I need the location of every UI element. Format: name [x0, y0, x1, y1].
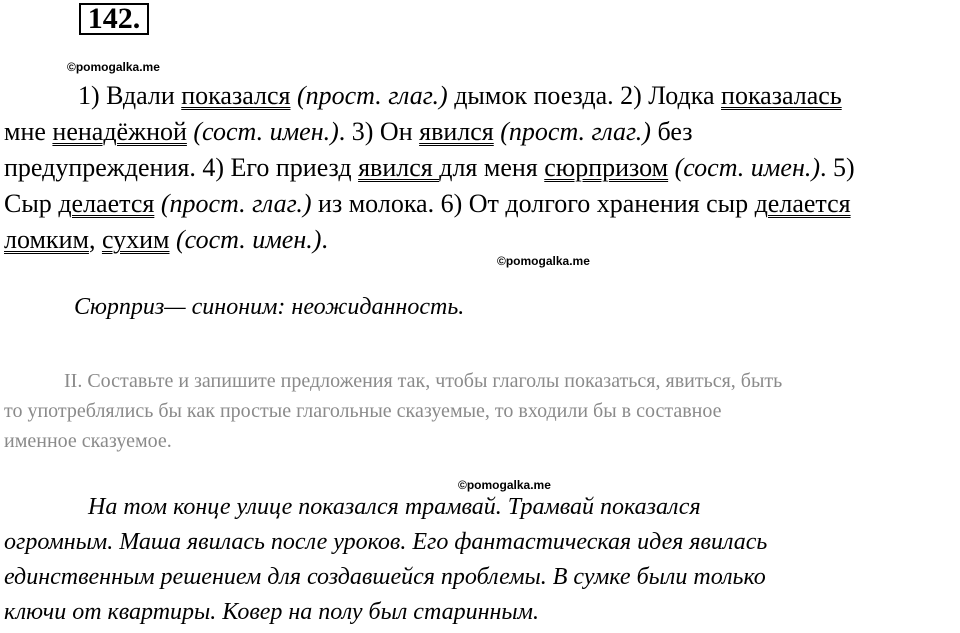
task-2-instructions: [4, 366, 960, 456]
text: . 3) Он: [338, 117, 420, 146]
predicate-underlined: сухим: [101, 225, 170, 254]
task-2-answer: [4, 490, 960, 630]
predicate-underlined: показался: [181, 81, 291, 110]
paragraph-line: [4, 150, 956, 186]
text: без: [650, 117, 693, 146]
text: мне: [4, 117, 53, 146]
text: ,: [88, 225, 102, 254]
watermark: ©pomogalka.me: [458, 478, 551, 492]
text: дымок поезда. 2) Лодка: [447, 81, 722, 110]
predicate-note: (сост. имен.): [193, 117, 339, 146]
text: .: [321, 225, 328, 254]
paragraph-line: [4, 114, 956, 150]
predicate-note: (сост. имен.): [674, 153, 820, 182]
text: . 5): [820, 153, 855, 182]
exercise-number: 142.: [79, 3, 149, 35]
text: 1) Вдали: [78, 81, 182, 110]
predicate-underlined: сюрпризом: [544, 153, 669, 182]
predicate-note: (прост. глаг.): [500, 117, 651, 146]
paragraph-line: [4, 186, 956, 222]
task-line: то употреблялись бы как простые глагольные сказуемые, то входили бы в составное: [4, 400, 722, 422]
answer-line: На том конце улице показался трамвай. Трамвай показался: [88, 494, 701, 520]
text: для меня: [439, 153, 545, 182]
answer-line: огромным. Маша явилась после уроков. Его фантастическая идея явилась: [4, 529, 768, 555]
answer-line: единственным решением для создавшейся проблемы. В сумке были только: [4, 564, 766, 590]
task-line: именное сказуемое.: [4, 430, 172, 452]
text: предупреждения. 4) Его приезд: [4, 153, 359, 182]
watermark: ©pomogalka.me: [67, 60, 160, 74]
predicate-underlined: ненадёжной: [52, 117, 187, 146]
predicate-underlined: явился: [358, 153, 440, 182]
synonym-note: Сюрприз— синоним: неожиданность.: [74, 294, 465, 320]
text: из молока. 6) От долгого хранения сыр: [311, 189, 755, 218]
paragraph-line: [4, 222, 956, 258]
paragraph-line: [4, 78, 956, 114]
predicate-underlined: ломким: [4, 225, 89, 254]
predicate-note: (прост. глаг.): [296, 81, 448, 110]
exercise-answer-part1: [4, 78, 956, 258]
predicate-underlined: делается: [754, 189, 851, 218]
predicate-underlined: делается: [58, 189, 155, 218]
watermark: ©pomogalka.me: [497, 254, 590, 268]
predicate-note: (прост. глаг.): [160, 189, 312, 218]
task-line: II. Составьте и запишите предложения так, чтобы глаголы показаться, явиться, быть: [64, 370, 783, 392]
answer-line: ключи от квартиры. Ковер на полу был старинным.: [4, 599, 539, 625]
predicate-underlined: показалась: [721, 81, 842, 110]
predicate-underlined: явился: [419, 117, 494, 146]
text: Сыр: [4, 189, 59, 218]
predicate-note: (сост. имен.): [176, 225, 322, 254]
